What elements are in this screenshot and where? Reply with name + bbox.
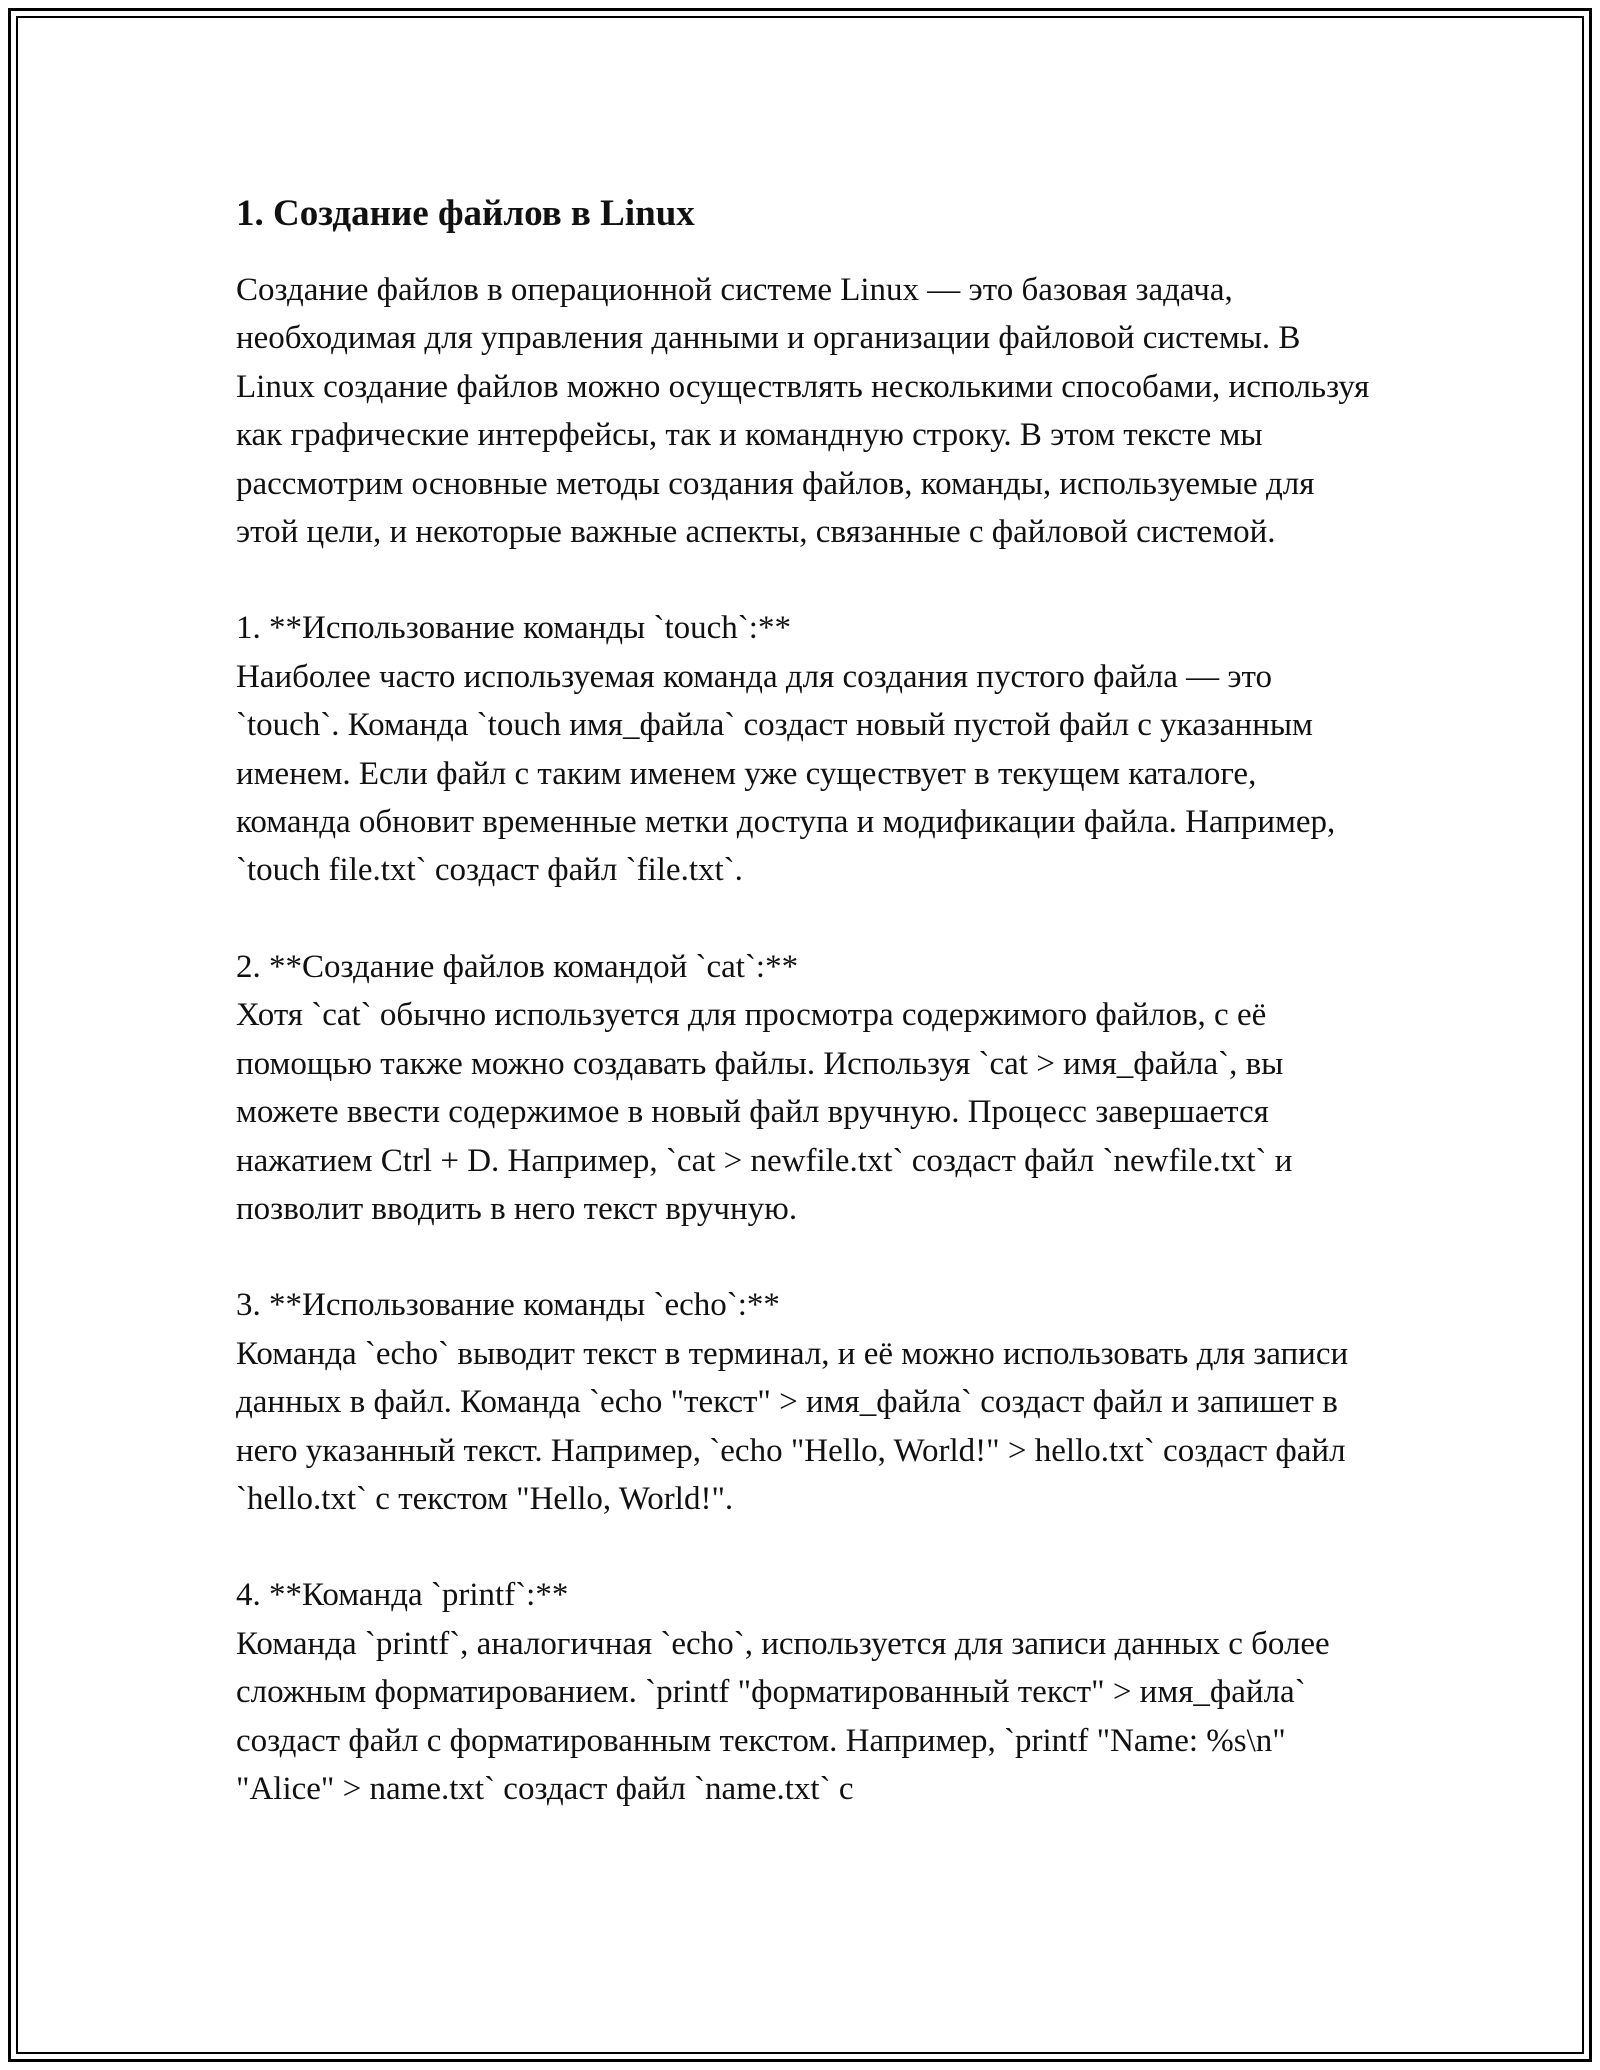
section-title: 3. **Использование команды `echo`:** (236, 1287, 780, 1324)
section-body: Команда `printf`, аналогичная `echo`, используется для записи данных с более сложным форматированием. `printf "форматированный текст" > имя_файла` создаст файл с форматированным текстом. Например, `printf "Name: %s\n" "Alice" > name.txt` создаст файл `name.txt` с (236, 1625, 1330, 1807)
section-echo (236, 1281, 1376, 1523)
intro-paragraph: Создание файлов в операционной системе Linux — это базовая задача, необходимая для управления данными и организации файловой системы. В Linux создание файлов можно осуществлять несколькими способами, используя как графические интерфейсы, так и командную строку. В этом тексте мы рассмотрим основные методы создания файлов, команды, используемые для этой цели, и некоторые важные аспекты, связанные с файловой системой. (236, 272, 1370, 551)
section-title: 1. **Использование команды `touch`:** (236, 610, 791, 647)
section-body: Команда `echo` выводит текст в терминал, и её можно использовать для записи данных в файл. Команда `echo "текст" > имя_файла` создаст файл и запишет в него указанный текст. Например, `echo "Hello, World!" > hello.txt` создаст файл `hello.txt` с текстом "Hello, World!". (236, 1335, 1349, 1517)
section-body: Наиболее часто используемая команда для создания пустого файла — это `touch`. Команда `touch имя_файла` создаст новый пустой файл с указанным именем. Если файл с таким именем уже существует в текущем каталоге, команда обновит временные метки доступа и модификации файла. Например, `touch file.txt` создаст файл `file.txt`. (236, 658, 1336, 889)
section-touch (236, 604, 1376, 894)
section-title: 2. **Создание файлов командой `cat`:** (236, 948, 799, 985)
section-title: 4. **Команда `printf`:** (236, 1577, 569, 1614)
section-body: Хотя `cat` обычно используется для просмотра содержимого файлов, с её помощью также можно создавать файлы. Используя `cat > имя_файла`, вы можете ввести содержимое в новый файл вручную. Процесс завершается нажатием Ctrl + D. Например, `cat > newfile.txt` создаст файл `newfile.txt` и позволит вводить в него текст вручную. (236, 997, 1293, 1227)
document-content (236, 190, 1376, 1861)
document-heading: 1. Создание файлов в Linux (236, 193, 695, 234)
section-printf (236, 1571, 1376, 1813)
section-cat (236, 943, 1376, 1233)
